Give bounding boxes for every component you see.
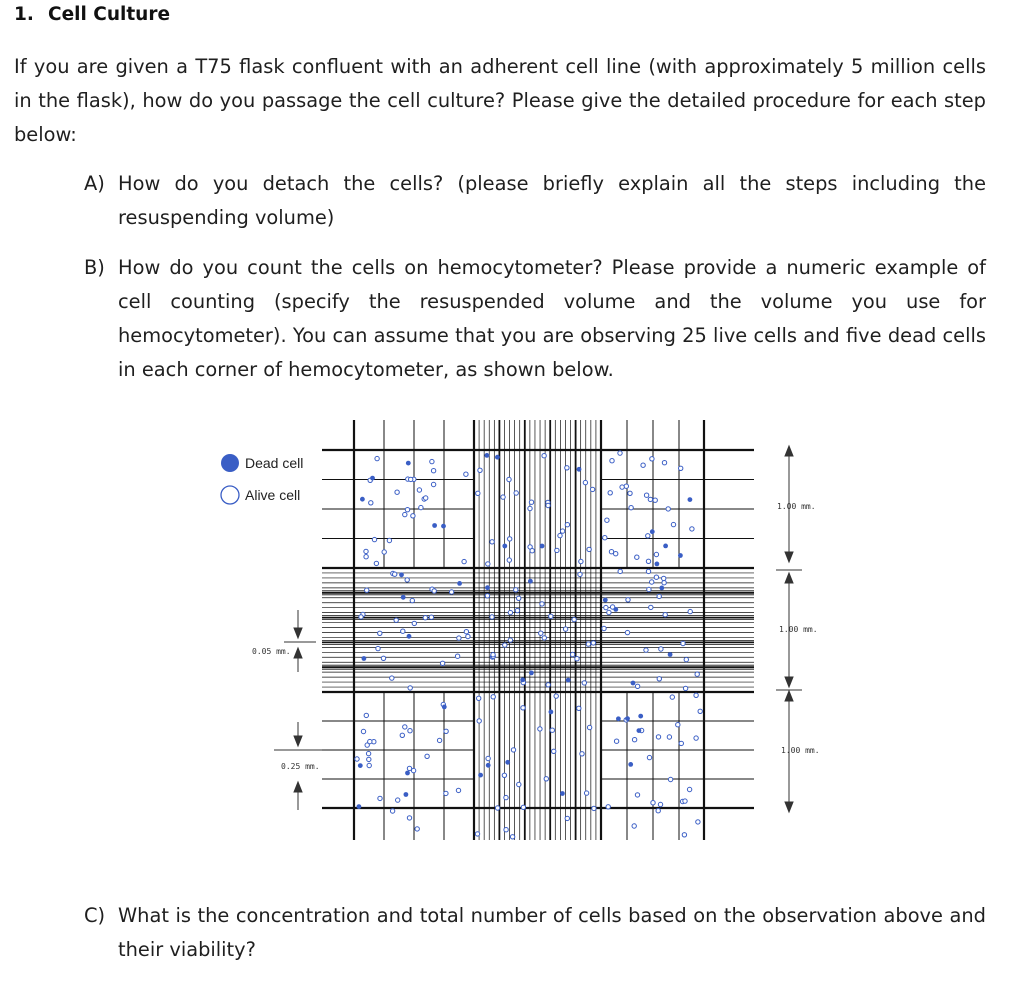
- dead-cell: [650, 529, 655, 534]
- alive-cell: [390, 809, 394, 813]
- alive-cell: [419, 505, 423, 509]
- alive-cell: [575, 657, 579, 661]
- alive-cell: [591, 641, 595, 645]
- question-a-label: A): [84, 172, 105, 195]
- alive-cell: [464, 472, 468, 476]
- dead-cell: [638, 714, 643, 719]
- alive-cell: [477, 696, 481, 700]
- alive-cell: [592, 806, 596, 810]
- dead-cell: [401, 595, 406, 600]
- alive-cell: [647, 755, 651, 759]
- alive-cell: [698, 709, 702, 713]
- alive-cell: [364, 549, 368, 553]
- dead-cell: [362, 656, 367, 661]
- alive-cell: [486, 756, 490, 760]
- alive-cell: [409, 477, 413, 481]
- alive-cell: [369, 501, 373, 505]
- alive-cell: [507, 558, 511, 562]
- alive-cell: [387, 538, 391, 542]
- alive-cell: [437, 738, 441, 742]
- alive-cell: [542, 454, 546, 458]
- alive-cell: [646, 569, 650, 573]
- dead-cell: [502, 544, 507, 549]
- alive-cell: [477, 719, 481, 723]
- alive-cell: [635, 793, 639, 797]
- alive-cell: [635, 555, 639, 559]
- alive-cell: [456, 788, 460, 792]
- dead-cell: [357, 804, 362, 809]
- alive-cell: [554, 694, 558, 698]
- alive-cell: [565, 816, 569, 820]
- dead-cell-legend-icon: [221, 454, 239, 472]
- alive-cell: [572, 617, 576, 621]
- alive-cell: [590, 487, 594, 491]
- dead-cell: [659, 586, 664, 591]
- alive-cell: [457, 636, 461, 640]
- dead-cell: [528, 579, 533, 584]
- alive-cell: [614, 739, 618, 743]
- alive-cell: [584, 791, 588, 795]
- hemocytometer-figure: [214, 410, 820, 850]
- alive-cell: [490, 540, 494, 544]
- legend-dead-label: Dead cell: [245, 455, 304, 471]
- dead-cell: [668, 652, 673, 657]
- alive-cell: [503, 643, 507, 647]
- alive-cell: [490, 615, 494, 619]
- alive-cell: [393, 572, 397, 576]
- dead-cell: [360, 497, 365, 502]
- dead-cell: [358, 763, 363, 768]
- question-c: [84, 899, 986, 967]
- alive-cell: [495, 806, 499, 810]
- alive-cell: [423, 616, 427, 620]
- alive-cell: [376, 646, 380, 650]
- alive-cell: [364, 713, 368, 717]
- alive-cell: [654, 575, 658, 579]
- alive-cell: [549, 614, 553, 618]
- dead-cell: [663, 544, 668, 549]
- alive-cell: [504, 795, 508, 799]
- question-b-text: How do you count the cells on hemocytometer? Please provide a numeric example of cell counting (specify the resuspended volume and the volume you use for hemocytometer). You can assume that you are observing 25 live cells and five dead cells in each corner of hemocytometer, as shown below.: [118, 256, 986, 381]
- legend-alive-label: Alive cell: [245, 487, 301, 503]
- alive-cell: [368, 739, 372, 743]
- dimension-bottom-label: 1.00 mm.: [781, 746, 820, 755]
- dead-cell: [625, 716, 630, 721]
- alive-cell: [464, 630, 468, 634]
- alive-cell: [628, 491, 632, 495]
- alive-cell: [411, 514, 415, 518]
- alive-cell: [455, 654, 459, 658]
- dimension-middle-label: 1.00 mm.: [779, 625, 818, 634]
- alive-cell: [432, 589, 436, 593]
- dead-cell: [405, 771, 410, 776]
- alive-cell: [394, 618, 398, 622]
- dead-cell: [631, 681, 636, 686]
- alive-cell: [618, 569, 622, 573]
- alive-cell: [563, 627, 567, 631]
- alive-cell: [507, 477, 511, 481]
- alive-cell: [618, 451, 622, 455]
- alive-cell: [511, 748, 515, 752]
- alive-cell: [466, 634, 470, 638]
- alive-cell: [632, 824, 636, 828]
- alive-cell: [424, 496, 428, 500]
- dimension-small-square-label: 0.05 mm.: [252, 647, 291, 656]
- alive-cell: [546, 503, 550, 507]
- dead-cell: [457, 581, 462, 586]
- dead-cell: [404, 792, 409, 797]
- alive-cell: [407, 766, 411, 770]
- alive-cell: [696, 820, 700, 824]
- alive-cell: [654, 552, 658, 556]
- alive-cell: [647, 587, 651, 591]
- alive-cell: [663, 613, 667, 617]
- alive-cell: [407, 816, 411, 820]
- alive-cell: [396, 798, 400, 802]
- alive-cell: [375, 456, 379, 460]
- alive-cell: [670, 695, 674, 699]
- alive-cell: [695, 672, 699, 676]
- question-c-text: What is the concentration and total number of cells based on the observation above and their viability?: [118, 904, 986, 961]
- hemocytometer-grid: [322, 420, 754, 840]
- alive-cell: [667, 735, 671, 739]
- alive-cell: [644, 648, 648, 652]
- dead-cell: [529, 671, 534, 676]
- dead-cell: [485, 453, 490, 458]
- alive-cell: [662, 576, 666, 580]
- alive-cell: [508, 537, 512, 541]
- alive-cell: [478, 468, 482, 472]
- alive-cell: [694, 736, 698, 740]
- alive-cell: [430, 459, 434, 463]
- alive-cell: [504, 828, 508, 832]
- alive-cell: [521, 805, 525, 809]
- alive-cell: [431, 482, 435, 486]
- alive-cell: [502, 773, 506, 777]
- alive-cell: [366, 751, 370, 755]
- alive-cell: [425, 754, 429, 758]
- dead-cell: [616, 716, 621, 721]
- alive-cell: [587, 547, 591, 551]
- question-a: [84, 167, 986, 235]
- dead-cell: [520, 677, 525, 682]
- alive-cell: [679, 741, 683, 745]
- alive-cell: [515, 608, 519, 612]
- alive-cell: [539, 631, 543, 635]
- alive-cell: [382, 550, 386, 554]
- alive-cell: [408, 729, 412, 733]
- alive-cell: [632, 738, 636, 742]
- alive-cell: [558, 533, 562, 537]
- alive-cell: [662, 461, 666, 465]
- alive-cell: [583, 480, 587, 484]
- alive-cell: [646, 534, 650, 538]
- alive-cell: [367, 757, 371, 761]
- alive-cell: [491, 653, 495, 657]
- alive-cell: [514, 491, 518, 495]
- alive-cell: [657, 594, 661, 598]
- section-heading: [14, 4, 170, 25]
- dead-cell: [505, 760, 510, 765]
- alive-cell: [449, 590, 453, 594]
- alive-cell: [390, 676, 394, 680]
- alive-cell: [510, 835, 514, 839]
- alive-cell: [662, 581, 666, 585]
- question-c-label: C): [84, 904, 106, 927]
- alive-cell: [580, 752, 584, 756]
- alive-cell: [529, 500, 533, 504]
- alive-cell: [405, 508, 409, 512]
- alive-cell: [649, 605, 653, 609]
- alive-cell: [646, 559, 650, 563]
- dead-cell: [495, 455, 500, 460]
- alive-cell: [626, 598, 630, 602]
- alive-cell: [586, 642, 590, 646]
- alive-cell: [552, 749, 556, 753]
- alive-cell: [542, 636, 546, 640]
- dead-cell: [486, 763, 491, 768]
- alive-cell: [620, 485, 624, 489]
- alive-cell: [444, 729, 448, 733]
- dead-cell: [577, 467, 582, 472]
- alive-cell: [408, 686, 412, 690]
- alive-cell: [606, 805, 610, 809]
- alive-cell: [361, 729, 365, 733]
- alive-cell: [491, 695, 495, 699]
- alive-cell: [530, 549, 534, 553]
- section-number: 1.: [14, 4, 34, 25]
- alive-cell: [610, 459, 614, 463]
- dead-cell: [655, 562, 660, 567]
- alive-cell: [679, 466, 683, 470]
- alive-cell: [577, 706, 581, 710]
- alive-cell: [684, 657, 688, 661]
- alive-cell: [365, 588, 369, 592]
- dead-cell: [566, 678, 571, 683]
- dead-cell: [560, 791, 565, 796]
- alive-cell: [668, 777, 672, 781]
- alive-cell: [604, 605, 608, 609]
- dead-cell: [406, 461, 411, 466]
- section-title: Cell Culture: [48, 4, 171, 25]
- alive-cell: [624, 484, 628, 488]
- alive-cell: [378, 796, 382, 800]
- alive-cell: [608, 491, 612, 495]
- alive-cell: [578, 572, 582, 576]
- alive-cell: [602, 626, 606, 630]
- alive-cell: [683, 799, 687, 803]
- dead-cell: [637, 728, 642, 733]
- alive-cell: [444, 791, 448, 795]
- alive-cell: [653, 498, 657, 502]
- dead-cell: [478, 773, 483, 778]
- alive-cell: [687, 787, 691, 791]
- alive-cell: [625, 630, 629, 634]
- dead-cell: [485, 585, 490, 590]
- legend: [221, 454, 303, 504]
- alive-cell: [682, 833, 686, 837]
- alive-cell: [355, 757, 359, 761]
- alive-cell: [587, 725, 591, 729]
- dimension-top-label: 1.00 mm.: [777, 502, 816, 511]
- alive-cell: [381, 656, 385, 660]
- dead-cell: [540, 544, 545, 549]
- alive-cell: [560, 529, 564, 533]
- alive-cell: [694, 693, 698, 697]
- alive-cell: [650, 457, 654, 461]
- alive-cell: [565, 523, 569, 527]
- alive-cell: [374, 561, 378, 565]
- alive-cell: [550, 728, 554, 732]
- alive-cell: [546, 683, 550, 687]
- alive-cell: [517, 596, 521, 600]
- alive-cell: [410, 598, 414, 602]
- alive-cell: [614, 552, 618, 556]
- alive-cell: [403, 512, 407, 516]
- dead-cell: [370, 476, 375, 481]
- alive-cell: [650, 580, 654, 584]
- alive-cell: [659, 647, 663, 651]
- alive-cell: [565, 466, 569, 470]
- alive-cell: [607, 610, 611, 614]
- alive-cell: [681, 641, 685, 645]
- alive-cell: [658, 802, 662, 806]
- alive-cell: [651, 801, 655, 805]
- alive-cell: [666, 507, 670, 511]
- alive-cell: [528, 506, 532, 510]
- alive-cell: [476, 491, 480, 495]
- alive-cell: [603, 536, 607, 540]
- dimension-medium-square-label: 0.25 mm.: [281, 762, 320, 771]
- dead-cell: [603, 598, 608, 603]
- alive-cell: [431, 469, 435, 473]
- alive-cell: [378, 631, 382, 635]
- alive-cell: [656, 735, 660, 739]
- alive-cell: [582, 681, 586, 685]
- alive-cell: [657, 677, 661, 681]
- dead-cell: [432, 523, 437, 528]
- alive-cell: [517, 782, 521, 786]
- alive-cell: [579, 559, 583, 563]
- alive-cell: [514, 588, 518, 592]
- alive-cell: [403, 725, 407, 729]
- dead-cell: [442, 705, 447, 710]
- dead-cell: [688, 497, 693, 502]
- alive-cell: [462, 559, 466, 563]
- question-b: [84, 251, 986, 387]
- alive-cell: [412, 621, 416, 625]
- alive-cell: [688, 609, 692, 613]
- alive-cell: [508, 610, 512, 614]
- dead-cell: [407, 634, 412, 639]
- alive-cell: [629, 506, 633, 510]
- alive-cell: [372, 537, 376, 541]
- alive-cell: [644, 493, 648, 497]
- dead-cell: [399, 572, 404, 577]
- question-a-text: How do you detach the cells? (please briefly explain all the steps including the resuspending volume): [118, 172, 986, 229]
- alive-cell: [501, 495, 505, 499]
- alive-cell: [367, 763, 371, 767]
- dead-cell: [549, 710, 554, 715]
- alive-cell: [671, 522, 675, 526]
- alive-cell: [521, 706, 525, 710]
- alive-cell: [540, 602, 544, 606]
- alive-cell: [405, 578, 409, 582]
- intro-paragraph: If you are given a T75 flask confluent with an adherent cell line (with approximately 5 million cells in the flask), how do you passage the cell culture? Please give the detailed procedure for each step below:: [14, 55, 986, 146]
- alive-cell: [570, 652, 574, 656]
- alive-cell: [401, 629, 405, 633]
- alive-cell: [538, 727, 542, 731]
- alive-cell: [648, 497, 652, 501]
- alive-cell: [635, 684, 639, 688]
- alive-cell: [417, 488, 421, 492]
- dead-cell: [678, 553, 683, 558]
- alive-cell: [429, 615, 433, 619]
- alive-cell: [395, 490, 399, 494]
- alive-cell: [555, 548, 559, 552]
- alive-cell: [415, 827, 419, 831]
- dead-cell: [628, 762, 633, 767]
- alive-cell: [683, 686, 687, 690]
- alive-cell: [544, 777, 548, 781]
- alive-cell: [359, 615, 363, 619]
- alive-cell: [508, 638, 512, 642]
- alive-cell: [605, 518, 609, 522]
- alive-cell: [656, 809, 660, 813]
- alive-cell: [440, 661, 444, 665]
- dead-cell: [613, 607, 618, 612]
- dead-cell: [441, 524, 446, 529]
- alive-cell: [690, 527, 694, 531]
- alive-cell: [486, 562, 490, 566]
- question-b-label: B): [84, 256, 105, 279]
- alive-cell-legend-icon: [221, 486, 239, 504]
- alive-cell: [485, 594, 489, 598]
- alive-cell: [400, 733, 404, 737]
- alive-cell: [641, 463, 645, 467]
- alive-cell: [676, 723, 680, 727]
- alive-cell: [364, 555, 368, 559]
- alive-cell: [475, 832, 479, 836]
